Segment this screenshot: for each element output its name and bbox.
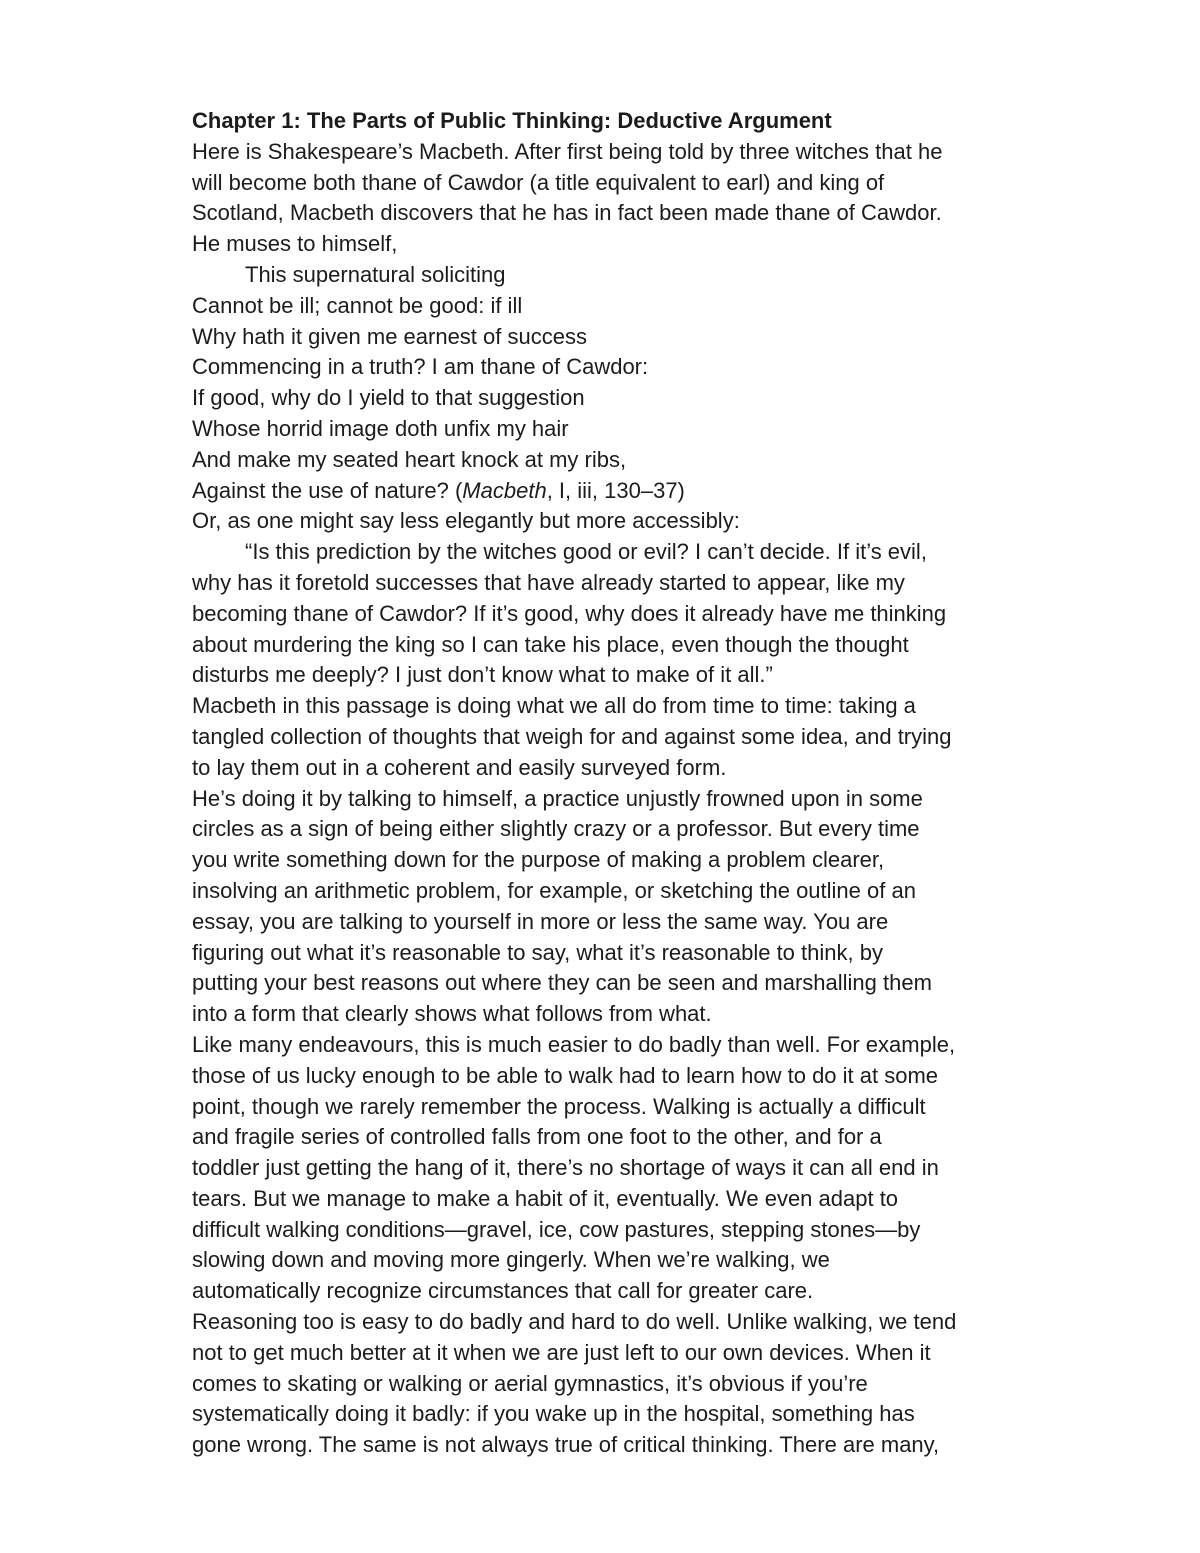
intro-paragraph (192, 137, 1072, 260)
text-line: tears. But we manage to make a habit of it, eventually. We even adapt to (192, 1185, 899, 1211)
play-title: Macbeth (462, 477, 547, 503)
text-line: disturbs me deeply? I just don’t know what to make of it all.” (192, 662, 773, 688)
body-paragraph-1 (192, 691, 1072, 783)
text-line: He muses to himself, (192, 231, 398, 257)
verse-line: This supernatural soliciting (245, 261, 506, 287)
text-line: not to get much better at it when we are just left to our own devices. When it (192, 1339, 931, 1365)
text-line: insolving an arithmetic problem, for example, or sketching the outline of an (192, 877, 916, 903)
bridge-sentence (192, 506, 1072, 537)
text-line: difficult walking conditions—gravel, ice, cow pastures, stepping stones—by (192, 1216, 921, 1242)
paraphrase-quotation (192, 537, 1072, 691)
text-line: Or, as one might say less elegantly but more accessibly: (192, 508, 740, 534)
text-line: systematically doing it badly: if you wake up in the hospital, something has (192, 1401, 915, 1427)
verse-line: Why hath it given me earnest of success (192, 323, 587, 349)
body-paragraph-3 (192, 1030, 1072, 1307)
text-line: becoming thane of Cawdor? If it’s good, why does it already have me thinking (192, 600, 947, 626)
text-line: you write something down for the purpose of making a problem clearer, (192, 847, 885, 873)
text-line: about murdering the king so I can take his place, even though the thought (192, 631, 909, 657)
text-line: to lay them out in a coherent and easily surveyed form. (192, 754, 727, 780)
text-line: automatically recognize circumstances that call for greater care. (192, 1278, 814, 1304)
verse-citation-line (192, 476, 1072, 507)
text-line: toddler just getting the hang of it, there’s no shortage of ways it can all end in (192, 1155, 939, 1181)
text-line: why has it foretold successes that have already started to appear, like my (192, 569, 905, 595)
verse-line: Whose horrid image doth unfix my hair (192, 415, 569, 441)
document-page (192, 106, 1072, 1461)
verse-quotation (192, 260, 1072, 506)
text-line: Like many endeavours, this is much easier to do badly than well. For example, (192, 1031, 956, 1057)
text-line: Here is Shakespeare’s Macbeth. After first being told by three witches that he (192, 138, 943, 164)
citation-text-before: Against the use of nature? ( (192, 477, 463, 503)
text-line: Reasoning too is easy to do badly and hard to do well. Unlike walking, we tend (192, 1309, 957, 1335)
text-line: point, though we rarely remember the process. Walking is actually a difficult (192, 1093, 926, 1119)
text-line: will become both thane of Cawdor (a title equivalent to earl) and king of (192, 169, 885, 195)
text-line: Scotland, Macbeth discovers that he has in fact been made thane of Cawdor. (192, 200, 942, 226)
text-line: He’s doing it by talking to himself, a practice unjustly frowned upon in some (192, 785, 923, 811)
text-line: into a form that clearly shows what follows from what. (192, 1001, 712, 1027)
verse-line: If good, why do I yield to that suggestion (192, 385, 585, 411)
text-line: comes to skating or walking or aerial gymnastics, it’s obvious if you’re (192, 1370, 868, 1396)
text-line: essay, you are talking to yourself in more or less the same way. You are (192, 908, 889, 934)
text-line: putting your best reasons out where they can be seen and marshalling them (192, 970, 932, 996)
text-line: circles as a sign of being either slightly crazy or a professor. But every time (192, 816, 920, 842)
text-line: tangled collection of thoughts that weigh for and against some idea, and trying (192, 723, 952, 749)
body-paragraph-2 (192, 784, 1072, 1030)
text-line: “Is this prediction by the witches good or evil? I can’t decide. If it’s evil, (245, 539, 927, 565)
text-line: those of us lucky enough to be able to walk had to learn how to do it at some (192, 1062, 939, 1088)
verse-line: Commencing in a truth? I am thane of Cawdor: (192, 354, 649, 380)
text-line: slowing down and moving more gingerly. When we’re walking, we (192, 1247, 830, 1273)
citation-text-after: , I, iii, 130–37) (546, 477, 685, 503)
text-line: Macbeth in this passage is doing what we all do from time to time: taking a (192, 693, 916, 719)
verse-line: And make my seated heart knock at my ribs, (192, 446, 627, 472)
text-line: and fragile series of controlled falls from one foot to the other, and for a (192, 1124, 882, 1150)
verse-line: Cannot be ill; cannot be good: if ill (192, 292, 523, 318)
text-line: gone wrong. The same is not always true of critical thinking. There are many, (192, 1432, 940, 1458)
chapter-heading: Chapter 1: The Parts of Public Thinking: Deductive Argument (192, 108, 832, 133)
body-paragraph-4 (192, 1307, 1072, 1461)
text-line: figuring out what it’s reasonable to say, what it’s reasonable to think, by (192, 939, 883, 965)
